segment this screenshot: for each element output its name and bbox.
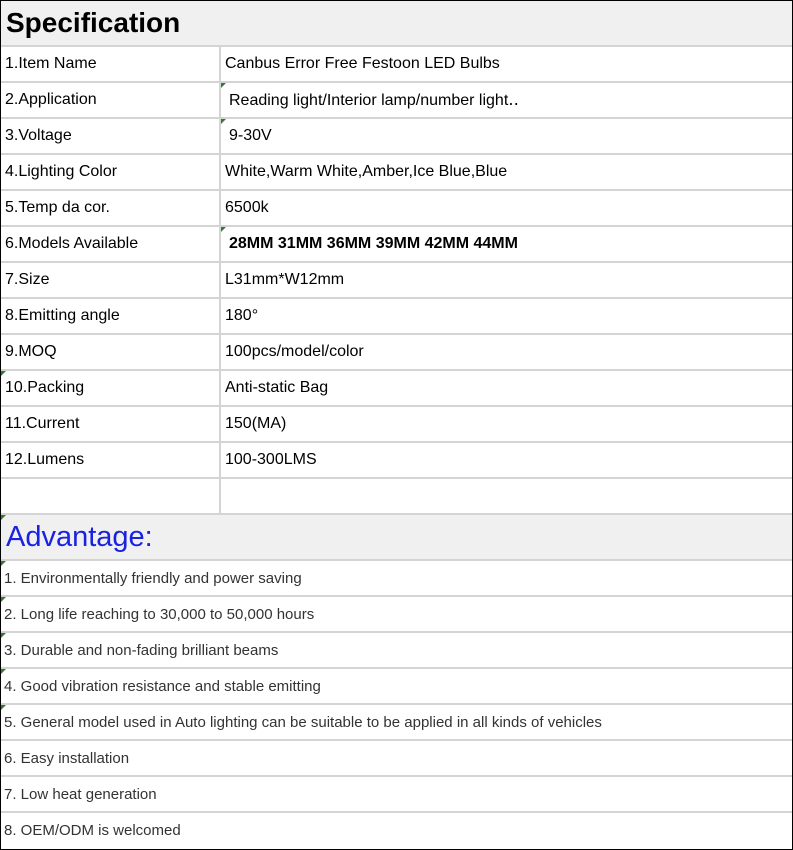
spec-label: 11.Current: [1, 407, 221, 441]
specification-header: [1, 1, 792, 47]
spec-row: [1, 83, 792, 119]
spec-label: 5.Temp da cor.: [1, 191, 221, 225]
advantage-title: Advantage:: [6, 520, 153, 553]
advantage-item: 7. Low heat generation: [1, 777, 792, 813]
spec-value: 100-300LMS: [225, 451, 317, 468]
specification-title: Specification: [6, 7, 181, 38]
spec-row: [1, 227, 792, 263]
spec-label: 1.Item Name: [1, 47, 221, 81]
spec-label: 8.Emitting angle: [1, 299, 221, 333]
spec-value-empty: [221, 479, 792, 513]
advantage-item: 5. General model used in Auto lighting can be suitable to be applied in all kinds of vehicles: [1, 705, 792, 741]
spec-label: 4.Lighting Color: [1, 155, 221, 189]
advantage-item: 1. Environmentally friendly and power saving: [1, 561, 792, 597]
spec-row: [1, 155, 792, 191]
spec-row: [1, 443, 792, 479]
spec-row: [1, 47, 792, 83]
advantage-item: 2. Long life reaching to 30,000 to 50,000 hours: [1, 597, 792, 633]
spec-value: 9-30V: [221, 119, 792, 153]
advantage-item: 3. Durable and non-fading brilliant beams: [1, 633, 792, 669]
spec-value: 150(MA): [225, 415, 287, 432]
spec-value: Canbus Error Free Festoon LED Bulbs: [225, 55, 500, 72]
spec-row: [1, 119, 792, 155]
spec-value: 100pcs/model/color: [225, 343, 364, 360]
advantage-item: 6. Easy installation: [1, 741, 792, 777]
spec-value: L31mm*W12mm: [225, 271, 345, 288]
spec-value: White,Warm White,Amber,Ice Blue,Blue: [225, 163, 508, 180]
spec-value: 28MM 31MM 36MM 39MM 42MM 44MM: [221, 227, 792, 261]
advantage-item: 8. OEM/ODM is welcomed: [4, 821, 181, 839]
spec-label: 7.Size: [1, 263, 221, 297]
spec-row: [1, 263, 792, 299]
spec-label: 3.Voltage: [1, 119, 221, 153]
spec-row: [1, 335, 792, 371]
spec-label: 9.MOQ: [1, 335, 221, 369]
spec-label-empty: [1, 479, 221, 513]
advantage-item: 4. Good vibration resistance and stable emitting: [1, 669, 792, 705]
spec-row: [1, 371, 792, 407]
spec-label: 2.Application: [1, 83, 221, 117]
spec-row-empty: [1, 479, 792, 515]
spec-value: 180°: [225, 307, 259, 324]
spec-value: Reading light/Interior lamp/number light‥: [221, 83, 792, 117]
spec-label: 12.Lumens: [1, 443, 221, 477]
spec-row: [1, 191, 792, 227]
spec-value: Anti-static Bag: [225, 379, 329, 396]
spec-row: [1, 407, 792, 443]
advantage-header: [1, 515, 792, 561]
spec-value: 6500k: [225, 199, 269, 216]
spec-label: 10.Packing: [1, 371, 221, 405]
spec-row: [1, 299, 792, 335]
spec-label: 6.Models Available: [1, 227, 221, 261]
